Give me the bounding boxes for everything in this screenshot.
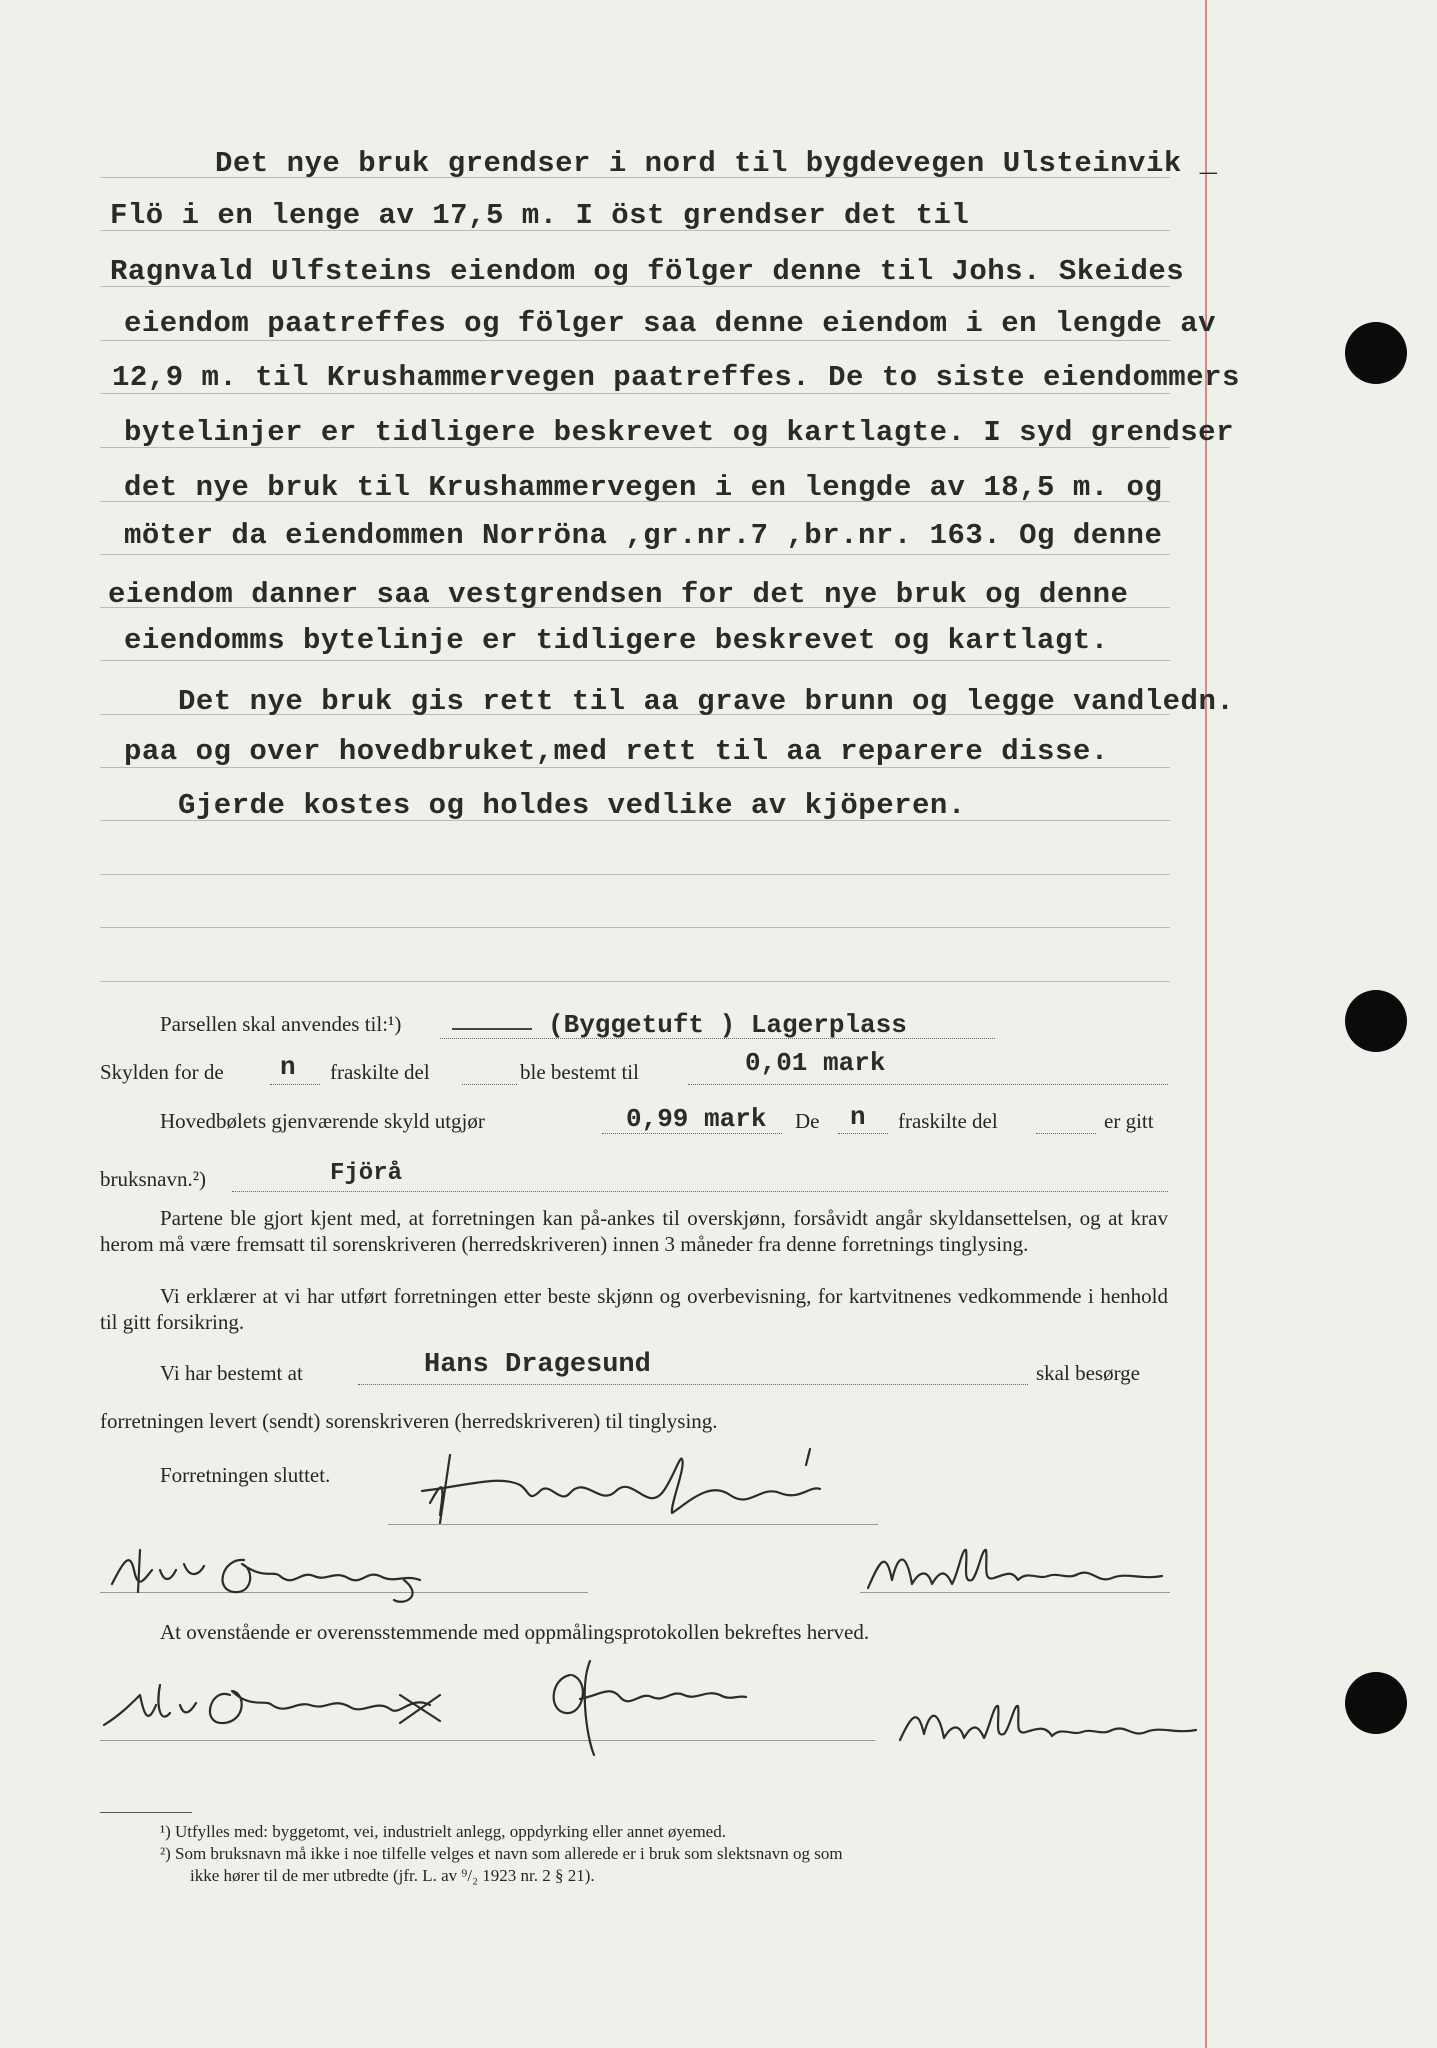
typed-line: Flö i en lenge av 17,5 m. I öst grendser det til bbox=[110, 199, 970, 232]
ruled-line bbox=[100, 874, 1170, 875]
bekreftelse-text: At ovenstående er overensstemmende med oppmålingsprotokollen bekreftes herved. bbox=[160, 1620, 870, 1644]
erklaering-paragraph: Vi erklærer at vi har utført forretningen etter beste skjønn og overbevisning, for kartvitnenes vedkommende i henhold til gitt forsikring. bbox=[100, 1284, 1168, 1334]
skyld-value: 0,01 mark bbox=[745, 1048, 886, 1078]
ruled-line bbox=[100, 981, 1170, 982]
ruled-line bbox=[100, 554, 1170, 555]
besorge-label: skal besørge bbox=[1036, 1361, 1141, 1385]
hovedbol-label: Hovedbølets gjenværende skyld utgjør bbox=[160, 1109, 485, 1133]
footnote-2: ²) Som bruksnavn må ikke i noe tilfelle velges et navn som allerede er i bruk som slektsnavn og som bbox=[160, 1844, 843, 1863]
skyld-fraskilte-label: fraskilte del bbox=[330, 1060, 430, 1084]
bestemt-dotted-line bbox=[358, 1383, 1028, 1385]
typed-line: Gjerde kostes og holdes vedlike av kjöperen. bbox=[178, 789, 966, 822]
levert-text: forretningen levert (sendt) sorenskriveren (herredskriveren) til tinglysing. bbox=[100, 1409, 718, 1433]
hovedbol-n: n bbox=[850, 1102, 866, 1132]
hovedbol-value: 0,99 mark bbox=[626, 1104, 767, 1134]
footnote-1: ¹) Utfylles med: byggetomt, vei, industrielt anlegg, oppdyrking eller annet øyemed. bbox=[160, 1822, 726, 1841]
bestemt-label: Vi har bestemt at bbox=[160, 1361, 303, 1385]
skyld-n-dotted-line bbox=[270, 1083, 320, 1085]
bruksnavn-dotted-line bbox=[232, 1190, 1168, 1192]
punch-hole-middle bbox=[1345, 990, 1407, 1052]
skyld-bestemt-label: ble bestemt til bbox=[520, 1060, 639, 1084]
typed-line: bytelinjer er tidligere beskrevet og kartlagte. I syd grendser bbox=[124, 416, 1234, 449]
bruksnavn-value: Fjörå bbox=[330, 1160, 403, 1187]
signature-mathias-ulstein bbox=[862, 1540, 1182, 1600]
typed-line: Ragnvald Ulfsteins eiendom og fölger denne til Johs. Skeides bbox=[110, 255, 1185, 288]
ruled-line bbox=[100, 927, 1170, 928]
typed-line: paa og over hovedbruket,med rett til aa reparere disse. bbox=[124, 735, 1109, 768]
skyld-value-dotted-line bbox=[688, 1083, 1168, 1085]
skyld-n: n bbox=[280, 1052, 296, 1082]
typed-line: Det nye bruk grendser i nord til bygdevegen Ulsteinvik _ bbox=[215, 147, 1218, 180]
signature-hans-dragesund bbox=[410, 1445, 830, 1535]
signature-nils-fjorune-2 bbox=[100, 1665, 460, 1745]
parsellen-value: (Byggetuft ) Lagerplass bbox=[548, 1010, 907, 1040]
bestemt-value: Hans Dragesund bbox=[424, 1350, 651, 1380]
footnote-rule bbox=[100, 1812, 192, 1813]
partene-paragraph: Partene ble gjort kjent med, at forretningen kan på-ankes til overskjønn, forsåvidt angår skyldansettelsen, og at krav herom må være fremsatt til sorenskriveren (herredskriveren) innen 3 måneder fra denne forretnings tinglysing. bbox=[100, 1206, 1168, 1256]
ruled-line bbox=[100, 660, 1170, 661]
strikethrough-mark bbox=[452, 1028, 532, 1030]
typed-line: eiendom danner saa vestgrendsen for det nye bruk og denne bbox=[108, 578, 1129, 611]
typed-line: eiendomms bytelinje er tidligere beskrevet og kartlagt. bbox=[124, 624, 1109, 657]
parsellen-label: Parsellen skal anvendes til:¹) bbox=[160, 1012, 402, 1036]
bruksnavn-label: bruksnavn.²) bbox=[100, 1167, 207, 1191]
footnote-2-continued: ikke hører til de mer utbredte (jfr. L. av ⁹/₂ 1923 nr. 2 § 21). bbox=[190, 1866, 595, 1885]
typed-line: eiendom paatreffes og fölger saa denne eiendom i en lengde av bbox=[124, 307, 1217, 340]
hovedbol-fraskilte-label: fraskilte del bbox=[898, 1109, 998, 1133]
hovedbol-n-dotted-line bbox=[838, 1132, 888, 1134]
punch-hole-bottom bbox=[1345, 1672, 1407, 1734]
hovedbol-de-label: De bbox=[795, 1109, 820, 1133]
hovedbol-gitt-label: er gitt bbox=[1104, 1109, 1154, 1133]
typed-line: det nye bruk til Krushammervegen i en lengde av 18,5 m. og bbox=[124, 471, 1163, 504]
ruled-line bbox=[100, 340, 1170, 341]
typed-line: möter da eiendommen Norröna ,gr.nr.7 ,br.nr. 163. Og denne bbox=[124, 519, 1163, 552]
sluttet-text: Forretningen sluttet. bbox=[160, 1463, 331, 1487]
hovedbol-del-dotted-line bbox=[1036, 1132, 1096, 1134]
signature-mathias-ulstein-2 bbox=[896, 1700, 1206, 1750]
signature-o-fjorune bbox=[540, 1655, 750, 1765]
typed-line: Det nye bruk gis rett til aa grave brunn og legge vandledn. bbox=[178, 685, 1235, 718]
typed-line: 12,9 m. til Krushammervegen paatreffes. De to siste eiendommers bbox=[112, 361, 1240, 394]
punch-hole-top bbox=[1345, 322, 1407, 384]
skyld-label: Skylden for de bbox=[100, 1060, 224, 1084]
signature-nils-fjorune bbox=[104, 1540, 474, 1610]
skyld-del-dotted-line bbox=[462, 1083, 517, 1085]
